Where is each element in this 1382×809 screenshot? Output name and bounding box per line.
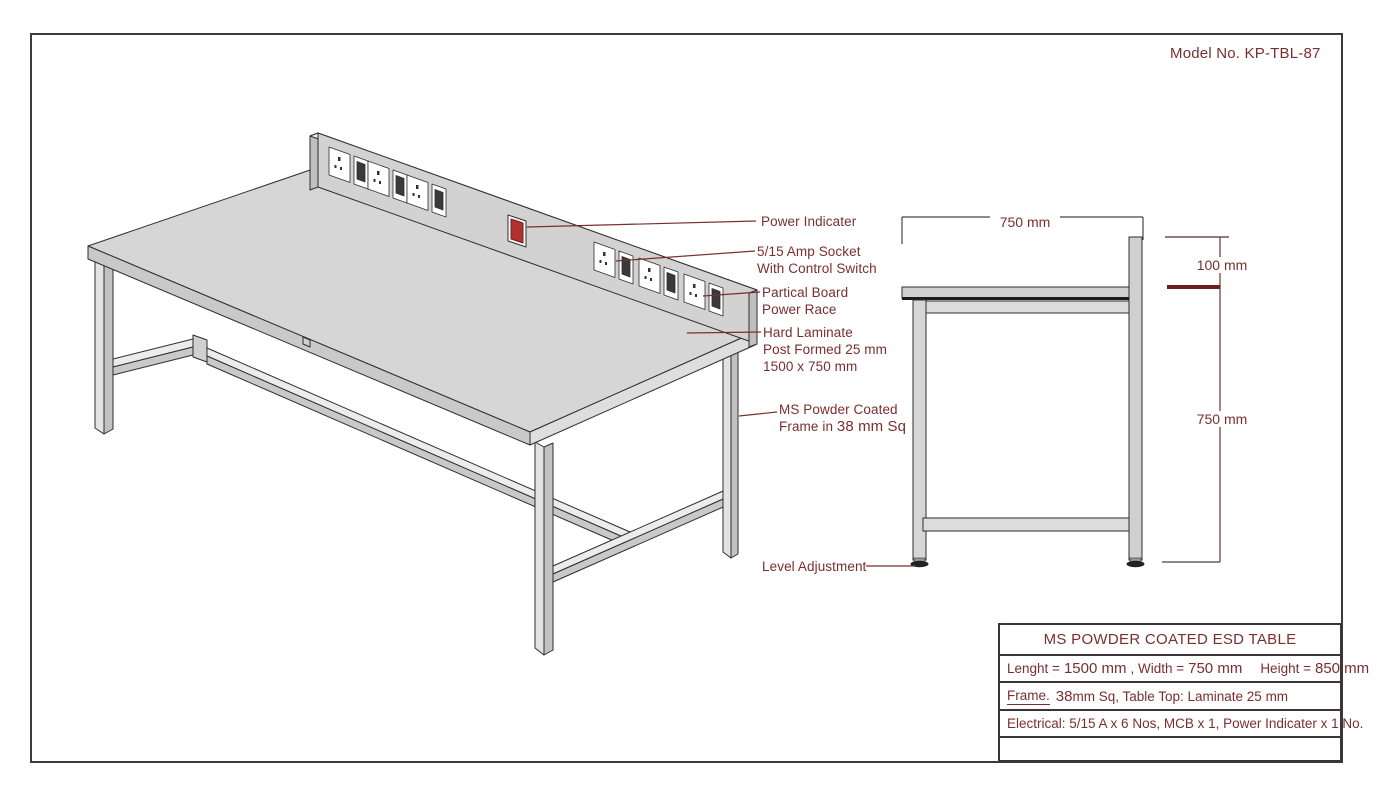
label-amp-socket-line1: 5/15 Amp Socket xyxy=(757,244,861,259)
spec-length-label: Lenght = xyxy=(1007,661,1060,676)
label-ms-frame-line1: MS Powder Coated xyxy=(779,402,898,417)
label-ms-frame-line2-pre: Frame in xyxy=(779,419,837,434)
dimension-lines xyxy=(902,217,1229,562)
spec-table xyxy=(998,623,1370,762)
label-hard-laminate-line3: 1500 x 750 mm xyxy=(763,359,858,374)
spec-electrical-text: Electrical: 5/15 A x 6 Nos, MCB x 1, Power Indicater x 1 No. xyxy=(1007,716,1364,731)
spec-height-value: 850 mm xyxy=(1314,660,1370,677)
iso-leg-front-left xyxy=(95,251,113,434)
label-amp-socket xyxy=(757,243,877,277)
side-view-drawing xyxy=(902,237,1145,567)
label-amp-socket-line2: With Control Switch xyxy=(757,261,877,276)
label-hard-laminate-line2: Post Formed 25 mm xyxy=(763,342,887,357)
spec-row-electrical xyxy=(1000,709,1364,736)
dim-backsplash-height: 100 mm xyxy=(1191,257,1253,273)
spec-row-frame xyxy=(1000,681,1340,709)
label-partical-board-line2: Power Race xyxy=(762,302,837,317)
label-power-indicator xyxy=(761,213,856,230)
spec-row-empty xyxy=(1000,736,1340,760)
label-hard-laminate xyxy=(763,324,887,375)
leveler-feet xyxy=(911,558,1145,567)
label-level-adjustment xyxy=(762,558,866,575)
spec-width-value: 750 mm xyxy=(1188,660,1243,677)
spec-frame-text: mm Sq, Table Top: Laminate 25 mm xyxy=(1072,688,1289,704)
label-power-indicator-text: Power Indicater xyxy=(761,214,857,229)
dim-width-top: 750 mm xyxy=(990,214,1060,230)
label-partical-board xyxy=(762,284,848,318)
label-ms-frame-line2 xyxy=(779,418,906,435)
iso-leg-back-right xyxy=(723,341,738,558)
iso-leg-back-left xyxy=(193,335,207,362)
spec-row-dimensions xyxy=(1000,654,1370,681)
label-ms-frame-line2-val: 38 mm Sq xyxy=(836,418,907,435)
iso-leg-front-right xyxy=(535,442,553,655)
label-partical-board-line1: Partical Board xyxy=(762,285,849,300)
label-level-adjustment-text: Level Adjustment xyxy=(762,559,867,574)
power-indicator-lamp xyxy=(508,215,526,247)
dim-table-height: 750 mm xyxy=(1191,411,1253,427)
spec-table-title: MS POWDER COATED ESD TABLE xyxy=(1043,631,1297,648)
model-number: Model No. KP-TBL-87 xyxy=(1170,45,1321,62)
spec-length-value: 1500 mm xyxy=(1063,660,1127,677)
label-hard-laminate-line1: Hard Laminate xyxy=(763,325,853,340)
iso-table-drawing xyxy=(88,133,757,655)
spec-frame-size-value: 38 xyxy=(1055,687,1073,705)
spec-width-label: , Width = xyxy=(1130,661,1185,676)
spec-height-label: Height = xyxy=(1260,661,1311,676)
label-ms-frame xyxy=(779,401,906,435)
spec-frame-label: Frame. xyxy=(1007,687,1050,703)
